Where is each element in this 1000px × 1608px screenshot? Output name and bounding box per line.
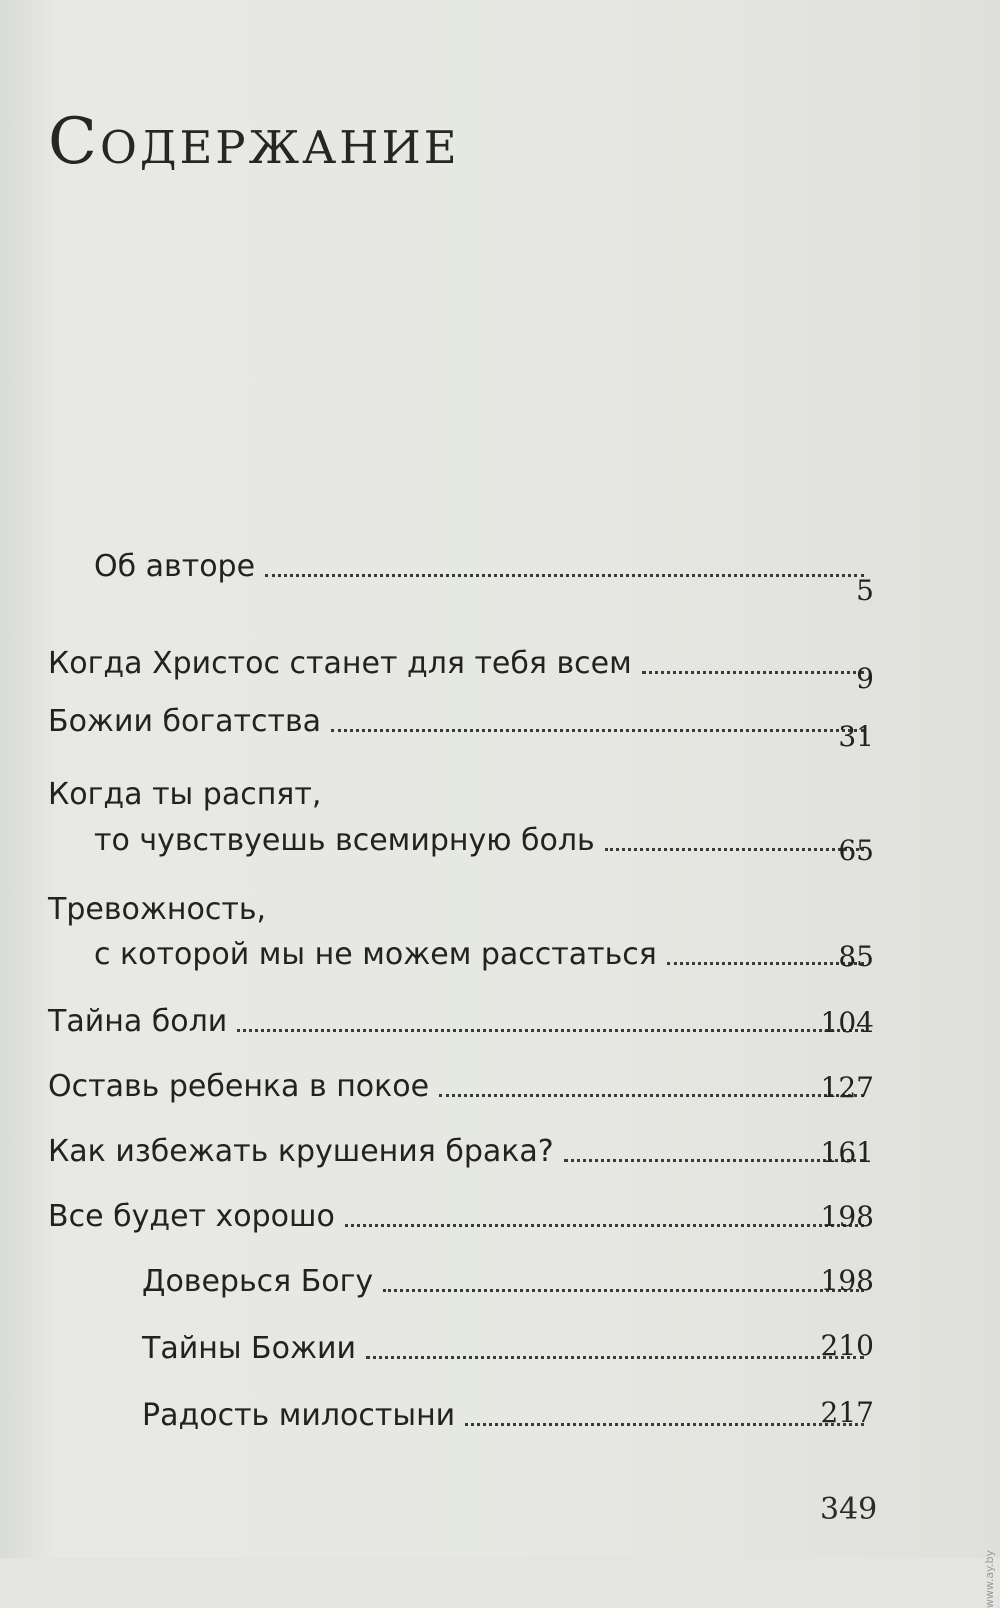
toc-entry-title: Тайна боли [48,1004,228,1039]
toc-entry-title: Божии богатства [48,704,322,739]
toc-subentry-title: Доверься Богу [142,1264,374,1299]
toc-entry [48,1068,870,1106]
toc-entry [48,703,870,741]
toc-entry-continuation [94,822,870,860]
toc-page-number: 104 [820,1006,874,1039]
toc-entry [94,548,870,586]
dot-leader [383,1288,864,1292]
dot-leader [331,728,864,732]
toc-subentry [142,1397,870,1435]
toc-subentry [142,1263,870,1301]
toc-entry-title: Как избежать крушения брака? [48,1134,554,1169]
toc-entry [48,1003,870,1041]
toc-entry-title-line2: с которой мы не можем расстаться [94,937,657,972]
toc-subentry [142,1330,870,1368]
toc-page-number: 127 [820,1071,874,1104]
toc-subentry-title: Тайны Божии [142,1331,356,1366]
toc-page-number: 5 [856,574,874,607]
toc-entry-title: Об авторе [94,549,256,584]
toc-entry [48,776,870,814]
toc-entry-title: Когда ты распят, [48,777,322,812]
toc-entry-title-line2: то чувствуешь всемирную боль [94,823,595,858]
page-title: Содержание [48,105,460,179]
toc-page-number: 198 [820,1264,874,1297]
toc-entry-continuation [94,936,870,974]
toc-entry [48,891,870,929]
toc-entry-title: Когда Христос станет для тебя всем [48,646,632,681]
toc-entry-title: Тревожность, [48,892,267,927]
toc-page-number: 65 [838,834,874,867]
toc-page-number: 161 [820,1136,874,1169]
toc-page-number: 217 [820,1396,874,1429]
toc-page-number: 9 [856,662,874,695]
watermark: www.ay.by [983,1550,996,1608]
dot-leader [345,1223,864,1227]
toc-entry [48,1198,870,1236]
toc-entry [48,645,870,683]
toc-page-number: 198 [820,1200,874,1233]
toc-entry [48,1133,870,1171]
page-folio: 349 [820,1492,878,1527]
toc-entry-title: Оставь ребенка в покое [48,1069,430,1104]
toc-subentry-title: Радость милостыни [142,1398,456,1433]
toc-page-number: 210 [820,1329,874,1362]
dot-leader [237,1028,864,1032]
dot-leader [366,1355,864,1359]
dot-leader [265,573,864,577]
toc-page-number: 31 [838,720,874,753]
toc-entry-title: Все будет хорошо [48,1199,335,1234]
toc-page-number: 85 [838,940,874,973]
